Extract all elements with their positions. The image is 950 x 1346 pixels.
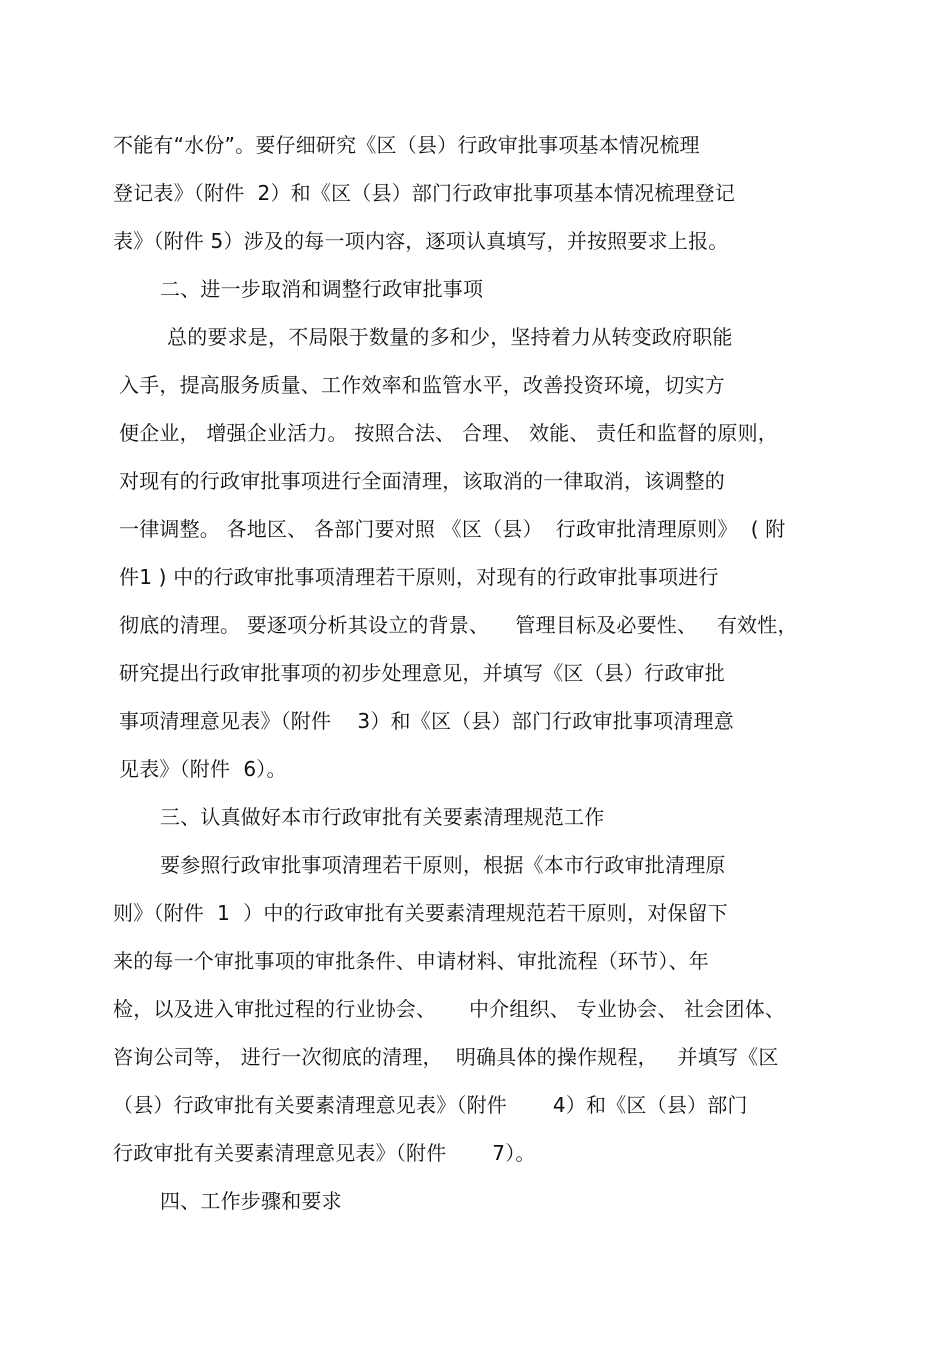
text-line-21: （县）行政审批有关要素清理意见表》（附件 4）和《区（县）部门: [113, 1093, 748, 1117]
text-line-9: 一律调整。 各地区、 各部门要对照 《区（县） 行政审批清理原则》 ( 附: [119, 517, 786, 541]
text-line-12: 研究提出行政审批事项的初步处理意见，并填写《区（县）行政审批: [119, 661, 725, 685]
text-line-18: 来的每一个审批事项的审批条件、申请材料、审批流程（环节）、年: [113, 949, 709, 973]
text-line-16: 要参照行政审批事项清理若干原则，根据《本市行政审批清理原: [160, 853, 726, 877]
text-line-11: 彻底的清理。 要逐项分析其设立的背景、 管理目标及必要性、 有效性，: [119, 613, 798, 637]
section-heading-3: 三、认真做好本市行政审批有关要素清理规范工作: [160, 805, 605, 829]
text-line-1: 不能有“水份”。要仔细研究《区（县）行政审批事项基本情况梳理: [113, 133, 700, 157]
text-line-8: 对现有的行政审批事项进行全面清理，该取消的一律取消，该调整的: [119, 469, 725, 493]
text-line-17: 则》（附件 1 ）中的行政审批有关要素清理规范若干原则，对保留下: [113, 901, 728, 925]
section-heading-4: 四、工作步骤和要求: [160, 1189, 342, 1213]
text-line-13: 事项清理意见表》（附件 3）和《区（县）部门行政审批事项清理意: [119, 709, 734, 733]
text-line-14: 见表》（附件 6）。: [119, 757, 287, 781]
text-line-2: 登记表》（附件 2）和《区（县）部门行政审批事项基本情况梳理登记: [113, 181, 736, 205]
text-line-22: 行政审批有关要素清理意见表》（附件 7）。: [113, 1141, 536, 1165]
text-line-20: 咨询公司等， 进行一次彻底的清理， 明确具体的操作规程， 并填写《区: [113, 1045, 779, 1069]
text-line-7: 便企业， 增强企业活力。 按照合法、 合理、 效能、 责任和监督的原则，: [119, 421, 778, 445]
text-line-10: 件1 ) 中的行政审批事项清理若干原则，对现有的行政审批事项进行: [119, 565, 719, 589]
text-line-6: 入手，提高服务质量、工作效率和监管水平，改善投资环境，切实方: [119, 373, 725, 397]
text-line-3: 表》（附件 5）涉及的每一项内容，逐项认真填写，并按照要求上报。: [113, 229, 729, 253]
section-heading-2: 二、进一步取消和调整行政审批事项: [160, 277, 484, 301]
text-line-5: 总的要求是，不局限于数量的多和少，坚持着力从转变政府职能: [167, 325, 733, 349]
text-line-19: 检，以及进入审批过程的行业协会、 中介组织、 专业协会、 社会团体、: [113, 997, 786, 1021]
